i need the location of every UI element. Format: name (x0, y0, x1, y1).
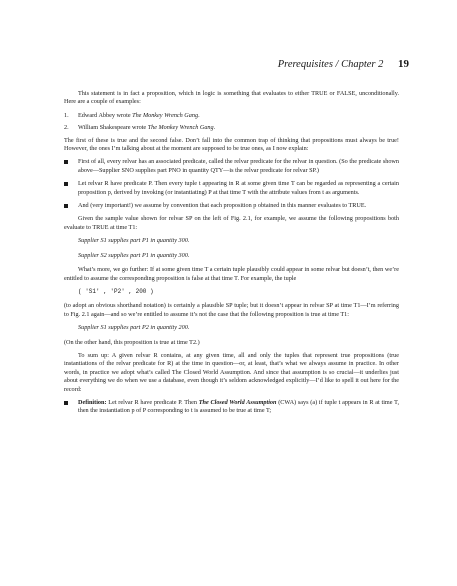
paragraph: (to adopt an obvious shorthand notation) is certainly a plausible SP tuple; but it doesn’t appear in relvar SP at time T1—I’m referring to Fig. 2.1 again—and so we’re entitled to assume it’s not the case that the following proposition is true at time T1: (64, 302, 399, 318)
example-number: 2. (64, 124, 69, 132)
running-header (278, 58, 409, 70)
bullet-text: Let relvar R have predicate P. Then every tuple t appearing in R at some given time T can be regarded as representing a certain proposition p, derived by invoking (or instantiating) P at that time T with the attribute values from t as arguments. (78, 180, 399, 196)
cwa-term: The Closed World Assumption (198, 398, 277, 406)
definition-text: Let relvar R have predicate P. Then (106, 398, 199, 406)
definition-bullet (64, 399, 399, 416)
bullet-square (64, 182, 68, 186)
paragraph: This statement is in fact a proposition, which in logic is something that evaluates to either TRUE or FALSE, unconditionally. Here are a couple of examples: (64, 90, 399, 106)
bullet-square (64, 401, 68, 405)
example-number: 1. (64, 111, 69, 119)
paragraph: Given the sample value shown for relvar SP on the left of Fig. 2.1, for example, we assume the following propositions both evaluate to TRUE at time T1: (64, 215, 399, 231)
bullet-text: First of all, every relvar has an associated predicate, called the relvar predicate for the relvar in question. (So the predicate shown above—Supplier SNO supplies part PNO in quantity QTY—is the relvar predicate for relvar SP.) (78, 158, 399, 174)
bullet-square (64, 204, 68, 208)
example-text: William Shakespeare wrote (78, 124, 148, 132)
running-title: Prerequisites / Chapter 2 (277, 59, 384, 70)
paragraph: To sum up: A given relvar R contains, at any given time, all and only the tuples that represent true propositions (true instantiations of the relvar predicate for R) at the time in question—or, at least, that’s what we always assume in practice. In other words, in practice we adopt what’s called The Closed World Assumption. And since that assumption is so crucial—it underlies just about everything we do when we use a database, even though it’s seldom acknowledged explicitly—I’d like to spell it out here for the record: (64, 351, 399, 393)
proposition-quote: Supplier S1 supplies part P2 in quantity 200. (78, 324, 190, 332)
proposition-quote: Supplier S1 supplies part P1 in quantity 300. (78, 237, 190, 245)
definition-text: (CWA) says (a) if tuple t appears in R at time T, then the instantiation p of P corresponding to t is assumed to be true at time T; (78, 398, 399, 415)
example-text: Edward Abbey wrote (78, 111, 133, 119)
example-punct: . (213, 124, 216, 132)
bullet-item (64, 158, 399, 175)
example-item (64, 124, 399, 132)
proposition-quote: Supplier S2 supplies part P1 in quantity 300. (78, 251, 190, 259)
definition-label: Definition: (78, 398, 107, 406)
book-title: The Monkey Wrench Gang (132, 111, 199, 119)
page-number: 19 (398, 58, 409, 70)
example-item (64, 112, 399, 120)
bullet-item (64, 180, 399, 197)
paragraph: The first of these is true and the second false. Don’t fall into the common trap of thinking that propositions must always be true! However, the ones I’m talking about at the moment are supposed to be true ones, as I now explain: (64, 136, 399, 153)
bullet-text: And (very important!) we assume by convention that each proposition p obtained in this manner evaluates to TRUE. (78, 202, 367, 210)
example-punct: . (198, 111, 200, 119)
paragraph: What’s more, we go further: If at some given time T a certain tuple plausibly could appear in some relvar but doesn’t, then we’re entitled to assume the corresponding proposition is false at that time T. For example, the tuple (64, 266, 399, 282)
page-body (64, 90, 399, 421)
tuple-code: ( 'S1' , 'P2' , 200 ) (78, 287, 154, 295)
bullet-item (64, 202, 399, 210)
book-title: The Monkey Wrench Gang (147, 124, 214, 132)
paragraph: (On the other hand, this proposition is true at time T2.) (64, 338, 200, 346)
bullet-square (64, 160, 68, 164)
